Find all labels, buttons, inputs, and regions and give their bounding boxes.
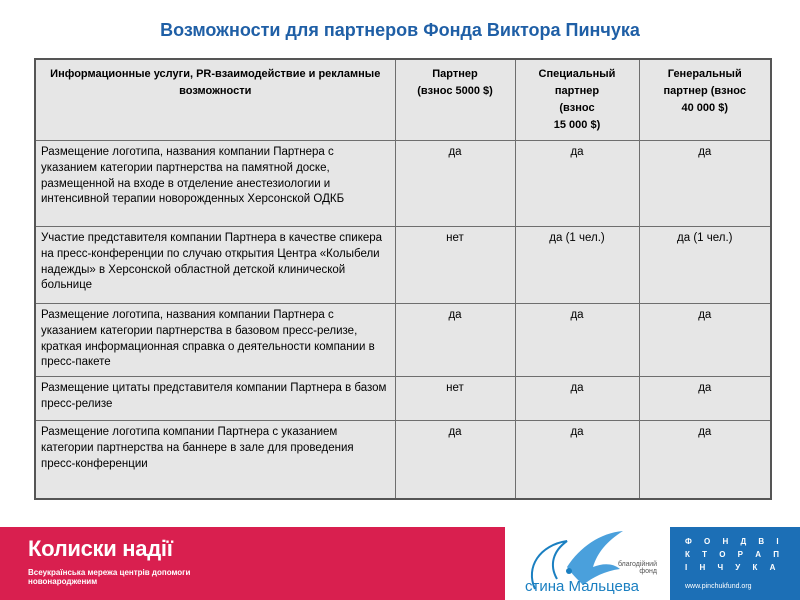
header-special-partner: Специальный партнер (взнос 15 000 $) (515, 59, 639, 141)
row-description: Размещение цитаты представителя компании Партнера в базом пресс-релизе (35, 377, 395, 421)
special-value: да (515, 421, 639, 499)
table-row (35, 304, 771, 377)
table-header-row (35, 59, 771, 141)
special-value: да (515, 377, 639, 421)
row-description: Размещение логотипа компании Партнера с указанием категории партнерства на баннере в зале для проведения пресс-конференции (35, 421, 395, 499)
partner-value: да (395, 141, 515, 227)
table-row (35, 141, 771, 227)
special-value: да (515, 141, 639, 227)
row-description: Участие представителя компании Партнера в качестве спикера на пресс-конференции по случаю открытия Центра «Колыбели надежды» в Херсонской областной детской клинической больнице (35, 227, 395, 304)
row-description: Размещение логотипа, названия компании Партнера с указанием категории партнерства в базовом пресс-релизе, краткая информационная справка о деятельности компании в пресс-пакете (35, 304, 395, 377)
general-value: да (639, 421, 771, 499)
general-value: да (639, 377, 771, 421)
page-title: Возможности для партнеров Фонда Виктора Пинчука (160, 20, 640, 40)
fund-url: www.pinchukfund.org (685, 583, 752, 590)
partner-value: да (395, 421, 515, 499)
table-row (35, 421, 771, 499)
maltseva-fund-logo (505, 527, 670, 600)
fund-signature: стина Мальцева (525, 578, 640, 595)
pinchuk-fund-logo (670, 527, 800, 600)
header-general-partner: Генеральный партнер (взнос 40 000 $) (639, 59, 771, 141)
general-value: да (1 чел.) (639, 227, 771, 304)
fund-label: благодійний фонд (617, 561, 657, 575)
logo-subtitle: Всеукраїнська мережа центрів допомоги новонародженим (28, 568, 191, 586)
partner-value: да (395, 304, 515, 377)
partner-value: нет (395, 227, 515, 304)
header-services: Информационные услуги, PR-взаимодействие и рекламные возможности (35, 59, 395, 141)
footer-banner (0, 527, 800, 600)
table-row (35, 377, 771, 421)
table-row (35, 227, 771, 304)
kolyski-nadii-logo (0, 527, 505, 600)
row-description: Размещение логотипа, названия компании Партнера с указанием категории партнерства на памятной доске, размещенной на входе в отделение анестезиологии и интенсивной терапии новорожденных Херсонской ОДКБ (35, 141, 395, 227)
logo-name: Колиски надії (28, 536, 173, 561)
special-value: да (1 чел.) (515, 227, 639, 304)
general-value: да (639, 141, 771, 227)
special-value: да (515, 304, 639, 377)
header-partner: Партнер (взнос 5000 $) (395, 59, 515, 141)
fund-name: Ф О Н Д В І К Т О Р А П І Н Ч У К А (685, 537, 784, 572)
partnership-table (34, 58, 772, 500)
partner-value: нет (395, 377, 515, 421)
general-value: да (639, 304, 771, 377)
